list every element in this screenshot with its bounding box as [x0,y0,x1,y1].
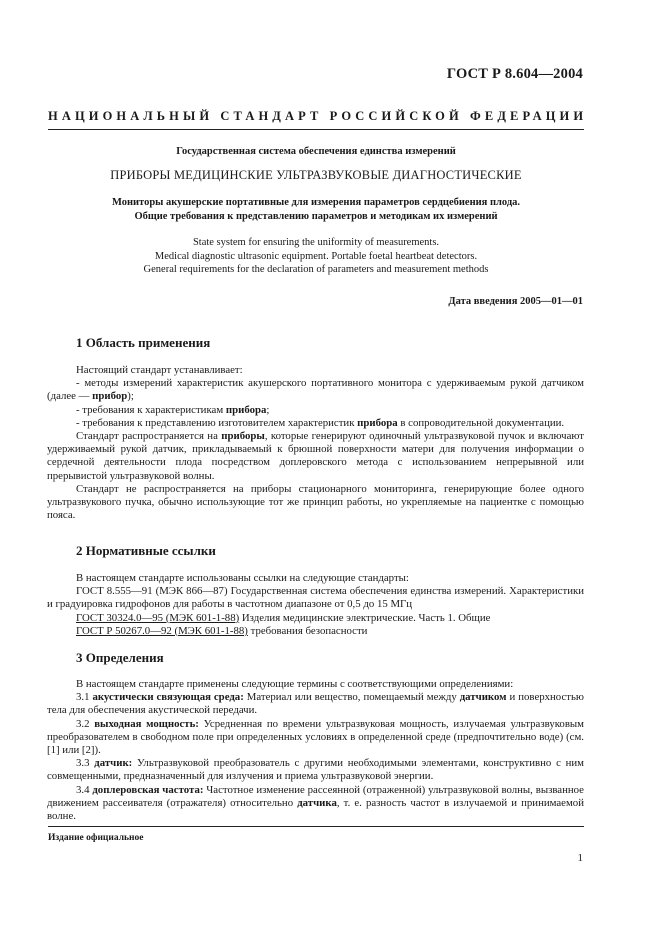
section-1-item-3: - требования к представлению изготовителем характеристик прибора в сопроводительной документации. [76,416,565,429]
reference-gost-r-50267: ГОСТ Р 50267.0—92 (МЭК 601-1-88) требования безопасности [76,624,368,637]
section-1-body [47,364,584,522]
section-1-exclusion: Стандарт не распространяется на приборы стационарного мониторинга, генерирующие более одного ультразвукового пучка, обычно использующие тот же принцип работы, но укрепляемые на пациентке с помощью пояса. [47,482,584,522]
section-1-heading: 1 Область применения [76,335,211,350]
reference-gost-8-555: ГОСТ 8.555—91 (МЭК 866—87) Государственная система обеспечения единства измерений. Характеристики и градуировка гидрофонов для работы в частотном диапазоне от 0,5 до 15 МГц [47,585,584,611]
subtitle-line-2: Общие требования к представлению параметров и методикам их измерений [134,211,498,222]
term-3-4: 3.4 доплеровская частота: Частотное изменение рассеянной (отраженной) ультразвуковой волны, вызванное движением рассеивателя (отражателя) относительно датчика, т. е. разность частот в излучаемой и принимаемой волне. [47,783,584,823]
section-1-scope: Стандарт распространяется на приборы, которые генерируют одиночный ультразвуковой пучок и включают удерживаемый рукой датчик, прикладываемый к брюшной поверхности матери для получения информации о сердечной деятельности плода посредством доплеровского метода с использованием непрерывной или прерывистой ультразвуковой волны. [47,430,584,482]
footer-divider [48,826,584,827]
section-2-intro: В настоящем стандарте использованы ссылки на следующие стандарты: [76,572,409,584]
subtitle-line-1: Мониторы акушерские портативные для измерения параметров сердцебиения плода. [111,197,521,208]
section-1-item-1: - методы измерений характеристик акушерского портативного монитора с удерживаемым рукой датчиком (далее — прибор); [47,377,584,403]
english-title [48,236,584,277]
english-title-line-2: Medical diagnostic ultrasonic equipment. Portable foetal heartbeat detectors. [154,250,478,262]
introduction-date: Дата введения 2005—01—01 [448,296,583,307]
official-edition-label: Издание официальное [48,833,144,843]
reference-gost-30324: ГОСТ 30324.0—95 (МЭК 601-1-88) Изделия медицинские электрические. Часть 1. Общие [76,611,491,624]
main-title: ПРИБОРЫ МЕДИЦИНСКИЕ УЛЬТРАЗВУКОВЫЕ ДИАГНОСТИЧЕСКИЕ [110,168,522,182]
term-3-3: 3.3 датчик: Ультразвуковой преобразователь с другими необходимыми элементами, конструктивно с ним совмещенными, предназначенный для излучения и приема ультразвуковой энергии. [47,757,584,783]
section-2-body [47,572,584,638]
section-3-intro: В настоящем стандарте применены следующие термины с соответствующими определениями: [76,678,514,690]
english-title-line-1: State system for ensuring the uniformity of measurements. [192,237,440,248]
page-number: 1 [577,852,583,864]
header-divider [48,129,584,130]
subtitle [48,196,584,224]
section-1-item-2: - требования к характеристикам прибора; [76,403,270,416]
section-1-intro: Настоящий стандарт устанавливает: [76,364,243,376]
system-title: Государственная система обеспечения единства измерений [176,146,456,157]
national-standard-banner: НАЦИОНАЛЬНЫЙ СТАНДАРТ РОССИЙСКОЙ ФЕДЕРАЦИИ [48,109,588,123]
term-3-1: 3.1 акустически связующая среда: Материал или вещество, помещаемый между датчиком и поверхностью тела для обеспечения акустической передачи. [47,691,584,717]
english-title-line-3: General requirements for the declaration of parameters and measurement methods [143,264,489,275]
standard-code: ГОСТ Р 8.604—2004 [446,66,583,82]
term-3-2: 3.2 выходная мощность: Усредненная по времени ультразвуковая мощность, излучаемая ультразвуковым преобразователем в свободном поле при определенных условиях в определенной среде (предпочтительно воде) (см. [1] или [2]). [47,717,584,757]
section-3-body [47,678,584,823]
section-3-heading: 3 Определения [76,650,164,665]
section-2-heading: 2 Нормативные ссылки [76,543,216,558]
